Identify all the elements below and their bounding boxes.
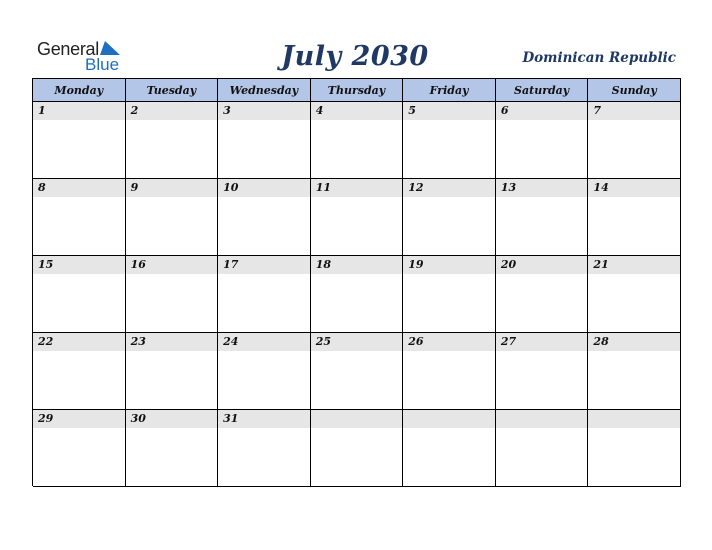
day-cell	[496, 333, 589, 410]
day-number: 12	[403, 179, 495, 197]
day-number: 5	[403, 102, 495, 120]
day-number: 22	[33, 333, 125, 351]
day-cell	[218, 102, 311, 179]
day-number: 20	[496, 256, 588, 274]
day-number: 9	[126, 179, 218, 197]
day-number: 1	[33, 102, 125, 120]
day-number: 25	[311, 333, 403, 351]
day-cell	[496, 410, 589, 487]
day-cell	[588, 179, 681, 256]
weekday-header: Tuesday	[126, 79, 219, 102]
day-cell	[33, 256, 126, 333]
weekday-header: Friday	[403, 79, 496, 102]
day-cell	[496, 102, 589, 179]
day-cell	[126, 179, 219, 256]
day-cell	[403, 333, 496, 410]
day-number: 8	[33, 179, 125, 197]
day-cell	[218, 410, 311, 487]
day-number: 19	[403, 256, 495, 274]
logo-word-general: General	[37, 39, 99, 59]
country-name: Dominican Republic	[522, 50, 676, 66]
day-number	[311, 410, 403, 428]
day-cell	[588, 256, 681, 333]
day-number: 15	[33, 256, 125, 274]
day-number: 4	[311, 102, 403, 120]
day-cell	[496, 179, 589, 256]
day-number: 28	[588, 333, 680, 351]
day-cell	[126, 333, 219, 410]
day-cell	[126, 256, 219, 333]
day-number: 2	[126, 102, 218, 120]
day-cell	[33, 179, 126, 256]
day-number: 17	[218, 256, 310, 274]
day-cell	[588, 102, 681, 179]
day-cell	[403, 179, 496, 256]
day-number: 7	[588, 102, 680, 120]
day-cell	[218, 256, 311, 333]
day-cell	[311, 333, 404, 410]
calendar-title: July 2030	[281, 41, 429, 72]
day-cell	[403, 256, 496, 333]
day-number: 29	[33, 410, 125, 428]
day-cell	[33, 102, 126, 179]
day-cell	[33, 333, 126, 410]
day-number: 13	[496, 179, 588, 197]
weekday-header: Saturday	[496, 79, 589, 102]
day-number: 31	[218, 410, 310, 428]
day-cell	[496, 256, 589, 333]
weekday-header: Sunday	[588, 79, 681, 102]
day-number: 3	[218, 102, 310, 120]
day-number: 14	[588, 179, 680, 197]
day-cell	[311, 102, 404, 179]
day-number: 11	[311, 179, 403, 197]
day-number: 16	[126, 256, 218, 274]
generalblue-logo	[37, 38, 127, 74]
day-number: 10	[218, 179, 310, 197]
day-number	[588, 410, 680, 428]
day-number: 18	[311, 256, 403, 274]
day-number: 23	[126, 333, 218, 351]
day-number: 21	[588, 256, 680, 274]
day-cell	[33, 410, 126, 487]
day-number	[496, 410, 588, 428]
day-number: 30	[126, 410, 218, 428]
weekday-header: Thursday	[311, 79, 404, 102]
day-cell	[588, 333, 681, 410]
calendar-grid	[32, 78, 681, 486]
weekday-header: Wednesday	[218, 79, 311, 102]
day-cell	[403, 410, 496, 487]
day-number: 6	[496, 102, 588, 120]
day-cell	[126, 410, 219, 487]
logo-word-blue: Blue	[85, 55, 120, 74]
day-number: 26	[403, 333, 495, 351]
day-cell	[218, 179, 311, 256]
day-cell	[311, 410, 404, 487]
day-number	[403, 410, 495, 428]
day-cell	[311, 256, 404, 333]
weekday-header: Monday	[33, 79, 126, 102]
day-cell	[126, 102, 219, 179]
day-cell	[588, 410, 681, 487]
day-cell	[311, 179, 404, 256]
day-number: 27	[496, 333, 588, 351]
day-cell	[218, 333, 311, 410]
day-number: 24	[218, 333, 310, 351]
day-cell	[403, 102, 496, 179]
